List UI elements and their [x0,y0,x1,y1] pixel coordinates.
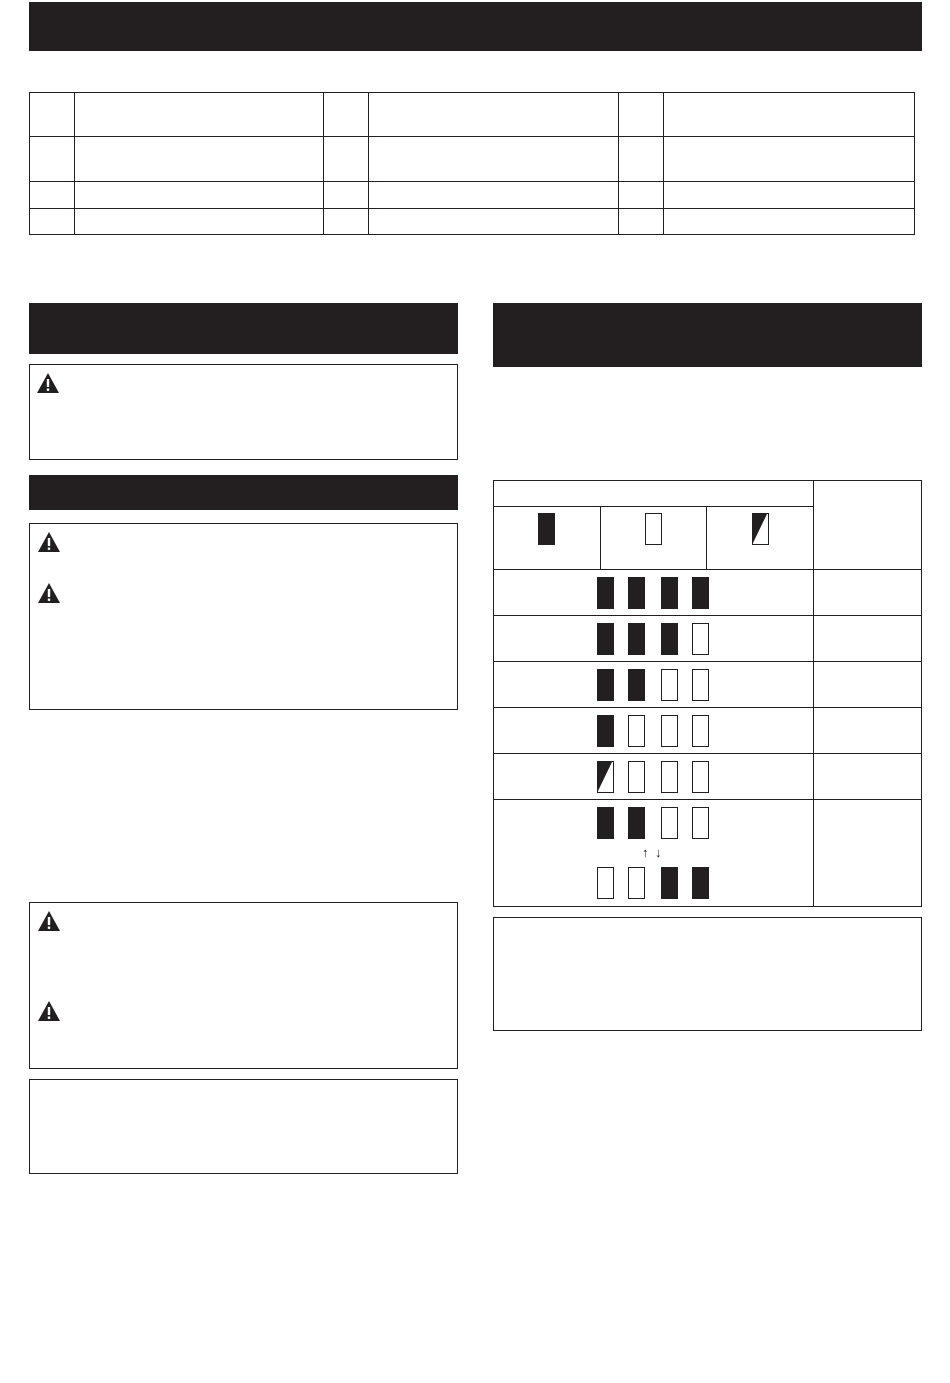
indicator-lamp-off [661,807,678,839]
indicator-lamp-off [661,761,678,793]
table-cell [619,93,664,137]
table-row [30,93,915,137]
table-cell [30,181,75,208]
warning-triangle-icon [37,910,61,932]
warning-box [29,523,458,710]
indicator-lamp-off [692,761,709,793]
indicator-lamp-off [692,623,709,655]
section-title-bar [29,475,458,510]
indicator-lamp-on [597,807,614,839]
indicator-lamp-on [597,669,614,701]
table-cell [324,208,369,234]
caution-box [29,364,458,460]
indicator-lamp-on [661,867,678,899]
table-row [30,181,915,208]
legend-lamp-off [645,513,662,545]
indicator-lamp-on [661,577,678,609]
indicator-lamp-on [628,669,645,701]
indicator-lamp-on [597,715,614,747]
indicator-lamp-on [628,807,645,839]
section-title-bar [29,303,458,354]
table-cell [664,208,915,234]
table-cell [619,137,664,181]
table-cell [324,181,369,208]
table-cell [30,137,75,181]
table-cell [369,208,619,234]
table-cell [75,208,324,234]
table-row [30,137,915,181]
section-title-bar [493,303,922,367]
indicator-lamp-on [692,867,709,899]
note-box [493,917,922,1031]
indicator-lamp-off [692,669,709,701]
indicator-lamp-off [628,715,645,747]
indicator-lamp-off [692,715,709,747]
table-cell [75,181,324,208]
indicator-lamp-on [597,577,614,609]
table-cell [369,181,619,208]
page-header-bar [29,2,922,51]
warning-triangle-icon [37,582,61,604]
table-cell [75,137,324,181]
table-cell [30,208,75,234]
indicator-lamp-on [661,623,678,655]
table-cell [664,93,915,137]
table-row [30,208,915,234]
indicator-lamp-on [692,577,709,609]
indicator-lamp-on [628,623,645,655]
indicator-lamp-off [628,761,645,793]
note-box [29,1079,458,1174]
table-cell [664,181,915,208]
arrow-up-icon: ↑ [642,845,649,860]
legend-lamp-blinking [752,513,769,545]
indicator-lamp-blink [597,761,614,793]
table-cell [369,93,619,137]
warning-triangle-icon [36,372,60,394]
table-cell [30,93,75,137]
table-cell [664,137,915,181]
warning-triangle-icon [37,1000,61,1022]
table-cell [324,137,369,181]
caution-box [29,902,458,1069]
warning-triangle-icon [37,531,61,553]
table-cell [619,181,664,208]
table-cell [369,137,619,181]
table-cell [75,93,324,137]
indicator-lamp-off [628,867,645,899]
indicator-table [493,480,922,907]
legend-lamp-lighted [538,513,555,545]
table-cell [324,93,369,137]
indicator-lamp-off [692,807,709,839]
indicator-lamp-off [661,669,678,701]
table-cell [619,208,664,234]
arrow-down-icon: ↓ [655,845,662,860]
indicator-lamp-on [597,623,614,655]
parts-table [29,92,915,235]
indicator-lamp-off [661,715,678,747]
indicator-lamp-off [597,867,614,899]
indicator-lamp-on [628,577,645,609]
